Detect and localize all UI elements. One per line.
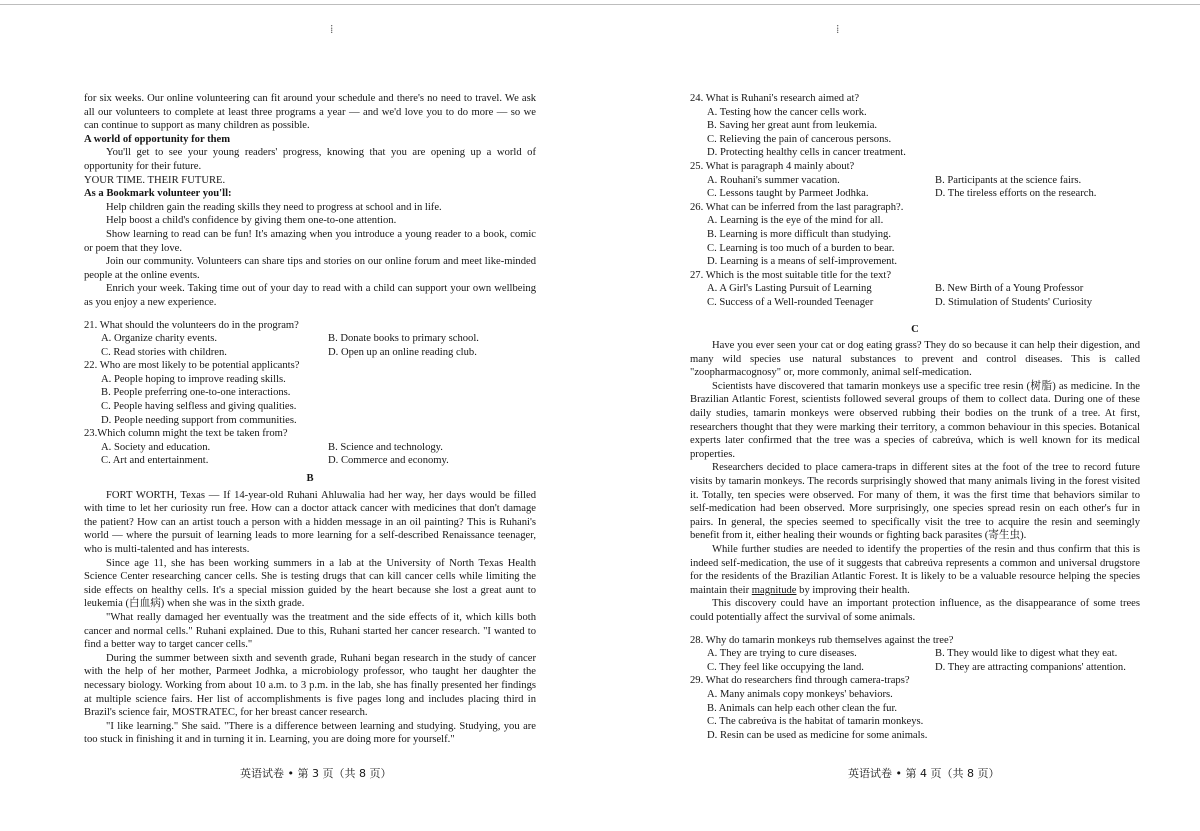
option-c: C. Relieving the pain of cancerous persons. [707,133,892,145]
option-b: B. Participants at the science fairs. [935,174,1082,186]
question-24 [690,92,1140,160]
passage-paragraph: Researchers decided to place camera-traps in different sites at the foot of the tree to record future visits by tamarin monkeys. The records surprisingly showed that many animals living in the forest visited it. Totally, ten species were observed. For many of them, it was the first time that behaviors similar to self-medication had been observed. More surprisingly, one species spread resin on each other's fur in pairs. In general, the species seemed to specifically visit the tree to acquire the resin and seemingly benefit from it, either healing their wounds or fighting back parasites (寄生虫). [690,462,1140,542]
option-c: C. The cabreúva is the habitat of tamarin monkeys. [707,716,924,728]
paragraph: Help boost a child's confidence by giving them one-to-one attention. [106,215,397,227]
question-stem: 26. What can be inferred from the last paragraph?. [690,201,904,213]
option-d: D. They are attracting companions' attention. [935,661,1126,673]
question-stem: 23.Which column might the text be taken from? [84,428,288,440]
option-d: D. The tireless efforts on the research. [935,188,1097,200]
question-26 [690,201,1140,269]
passage-paragraph [690,543,1140,597]
paragraph: Help children gain the reading skills they need to progress at school and in life. [106,201,442,213]
option-b: B. Learning is more difficult than studying. [707,228,891,240]
option-c: C. Lessons taught by Parmeet Jodhka. [707,188,869,200]
section-c-title: C [911,323,919,335]
option-a: A. Many animals copy monkeys' behaviors. [707,688,893,700]
option-b: B. They would like to digest what they eat. [935,648,1118,660]
option-b: B. Donate books to primary school. [328,333,479,345]
scan-mark: ⁞ [836,22,840,36]
question-stem: 24. What is Ruhani's research aimed at? [690,93,860,104]
option-d: D. Protecting healthy cells in cancer treatment. [707,147,906,159]
passage-paragraph: Have you ever seen your cat or dog eating grass? They do so because it can help their digestion, and many wild species use natural substances to prevent and control diseases. This is called "zoopharmacognosy" or, more commonly, animal self-medication. [690,340,1140,379]
paragraph: Enrich your week. Taking time out of your day to read with a child can support your own wellbeing as you enjoy a new experience. [84,283,536,308]
option-a: A. They are trying to cure diseases. [707,648,857,660]
paragraph: for six weeks. Our online volunteering can fit around your schedule and there's no need to travel. We ask all our volunteers to complete at least three programs a year — and we'd love you to do more — so we can continue to support as many children as possible. [84,93,536,132]
passage-paragraph: Since age 11, she has been working summers in a lab at the University of North Texas Health Science Center researching cancer cells. She is testing drugs that can kill cancer cells while limiting the side effects on healthy cells. It's a special mission guided by the heart because she lost a great aunt to leukemia (白血病) when she was in the sixth grade. [84,557,536,610]
option-a: A. Testing how the cancer cells work. [707,106,867,118]
underlined-word: magnitude [751,584,797,596]
option-b: B. New Birth of a Young Professor [935,283,1084,295]
heading: A world of opportunity for them [84,133,231,145]
option-b: B. Saving her great aunt from leukemia. [707,120,878,132]
question-29 [690,674,1140,742]
slogan: YOUR TIME. THEIR FUTURE. [84,174,226,186]
question-stem: 22. Who are most likely to be potential applicants? [84,360,300,372]
option-a: A. People hoping to improve reading skills. [101,373,286,385]
paragraph-text: by improving their health. [796,584,910,596]
option-d: D. People needing support from communities. [101,414,297,426]
option-b: B. Science and technology. [328,441,443,453]
option-b: B. People preferring one-to-one interactions. [101,387,291,399]
option-c: C. Learning is too much of a burden to bear. [707,242,895,254]
option-d: D. Learning is a means of self-improvement. [707,256,898,268]
option-a: A. Learning is the eye of the mind for all. [707,215,884,227]
question-stem: 25. What is paragraph 4 mainly about? [690,160,855,172]
option-c: C. Art and entertainment. [101,455,209,467]
scan-mark: ⁞ [330,22,334,36]
question-23 [84,427,536,468]
question-stem: 27. Which is the most suitable title for the text? [690,269,892,281]
paragraph: Join our community. Volunteers can share tips and stories on our online forum and meet like-minded people at the online events. [84,256,536,281]
option-d: D. Commerce and economy. [328,455,449,467]
page-3-column [84,92,536,747]
paragraph-text: While further studies are needed to identify the properties of the resin and thus confirm that this is indeed self-medication, the use of it suggests that cabreúva represents a common and universal drugstore for the residents of the Brazilian Atlantic Forest. It is likely to be a valuable resource helping the species maintain their [690,544,1140,596]
option-d: D. Stimulation of Students' Curiosity [935,296,1092,308]
question-21 [84,319,536,360]
option-c: C. Read stories with children. [101,346,227,358]
option-d: D. Open up an online reading club. [328,346,477,358]
question-stem: 28. Why do tamarin monkeys rub themselves against the tree? [690,634,954,646]
passage-paragraph: Scientists have discovered that tamarin monkeys use a specific tree resin (树脂) as medicine. In the Brazilian Atlantic Forest, scientists followed several groups of them to collect data. During one of these daily studies, tamarin monkeys were observed rubbing their bodies on the trunk of a tree. At first, researchers thought that they were marking their territory, a common behaviour in this species. Botanical experts later confirmed that the tree was a species of cabreúva, which is well known for its medical properties. [690,380,1140,460]
passage-paragraph: FORT WORTH, Texas — If 14-year-old Ruhani Ahluwalia had her way, her days would be filled with time to let her curiosity run free. How can a doctor attack cancer with medicines that don't damage the patient? How can an artist touch a person with a hidden message in an oil painting? This is Ruhani's world — where the pursuit of learning leads to more learning for a self-described Renaissance teenager, who is multi-talented and has interests. [84,489,536,555]
option-c: C. Success of a Well-rounded Teenager [707,296,874,308]
passage-paragraph: "I like learning." She said. "There is a difference between learning and studying. Studying, you are too stuck in finishing it and in turning it in. Learning, you are doing more for yourself." [84,720,536,746]
option-c: C. People having selfless and giving qualities. [101,401,297,413]
page-footer: 英语试卷 • 第 3 页（共 8 页） [240,767,392,780]
question-stem: 21. What should the volunteers do in the program? [84,319,299,331]
option-a: A. Society and education. [101,441,211,453]
option-c: C. They feel like occupying the land. [707,661,864,673]
option-b: B. Animals can help each other clean the fur. [707,702,898,714]
option-d: D. Resin can be used as medicine for some animals. [707,729,928,741]
option-a: A. Organize charity events. [101,333,217,345]
question-27 [690,269,1140,310]
question-25 [690,160,1140,201]
passage-paragraph: During the summer between sixth and seventh grade, Ruhani began research in the study of cancer with the help of her mother, Parmeet Jodhka, a microbiology professor, who taught her daughter the necessary biology. Working from about 10 a.m. to 3 p.m. in the lab, she has finally presented her findings at multiple science fairs. Her list of accomplishments is five pages long and includes placing third in Brazil's science fair, MOSTRATEC, for her breast cancer research. [84,652,536,719]
question-22 [84,359,536,427]
section-b-title: B [306,473,314,485]
heading: As a Bookmark volunteer you'll: [84,188,232,200]
passage-paragraph: "What really damaged her eventually was the treatment and the side effects of it, which kills both cancer and normal cells." Ruhani explained. Due to this, Ruhani started her cancer research. "I wanted to find a better way to target cancer cells." [84,611,536,651]
paragraph: You'll get to see your young readers' progress, knowing that you are opening up a world of opportunity for their future. [84,147,536,172]
question-28 [690,634,1140,675]
page-footer: 英语试卷 • 第 4 页（共 8 页） [848,767,1000,780]
question-stem: 29. What do researchers find through camera-traps? [690,675,910,687]
passage-paragraph: This discovery could have an important protection influence, as the disappearance of some trees could potentially affect the survival of some animals. [690,598,1140,623]
option-a: A. A Girl's Lasting Pursuit of Learning [707,283,872,295]
paragraph: Show learning to read can be fun! It's amazing when you introduce a young reader to a book, comic or poem that they love. [84,228,536,254]
page-4-column [690,92,1140,742]
option-a: A. Rouhani's summer vacation. [707,174,840,186]
scan-edge-line [0,4,1200,5]
